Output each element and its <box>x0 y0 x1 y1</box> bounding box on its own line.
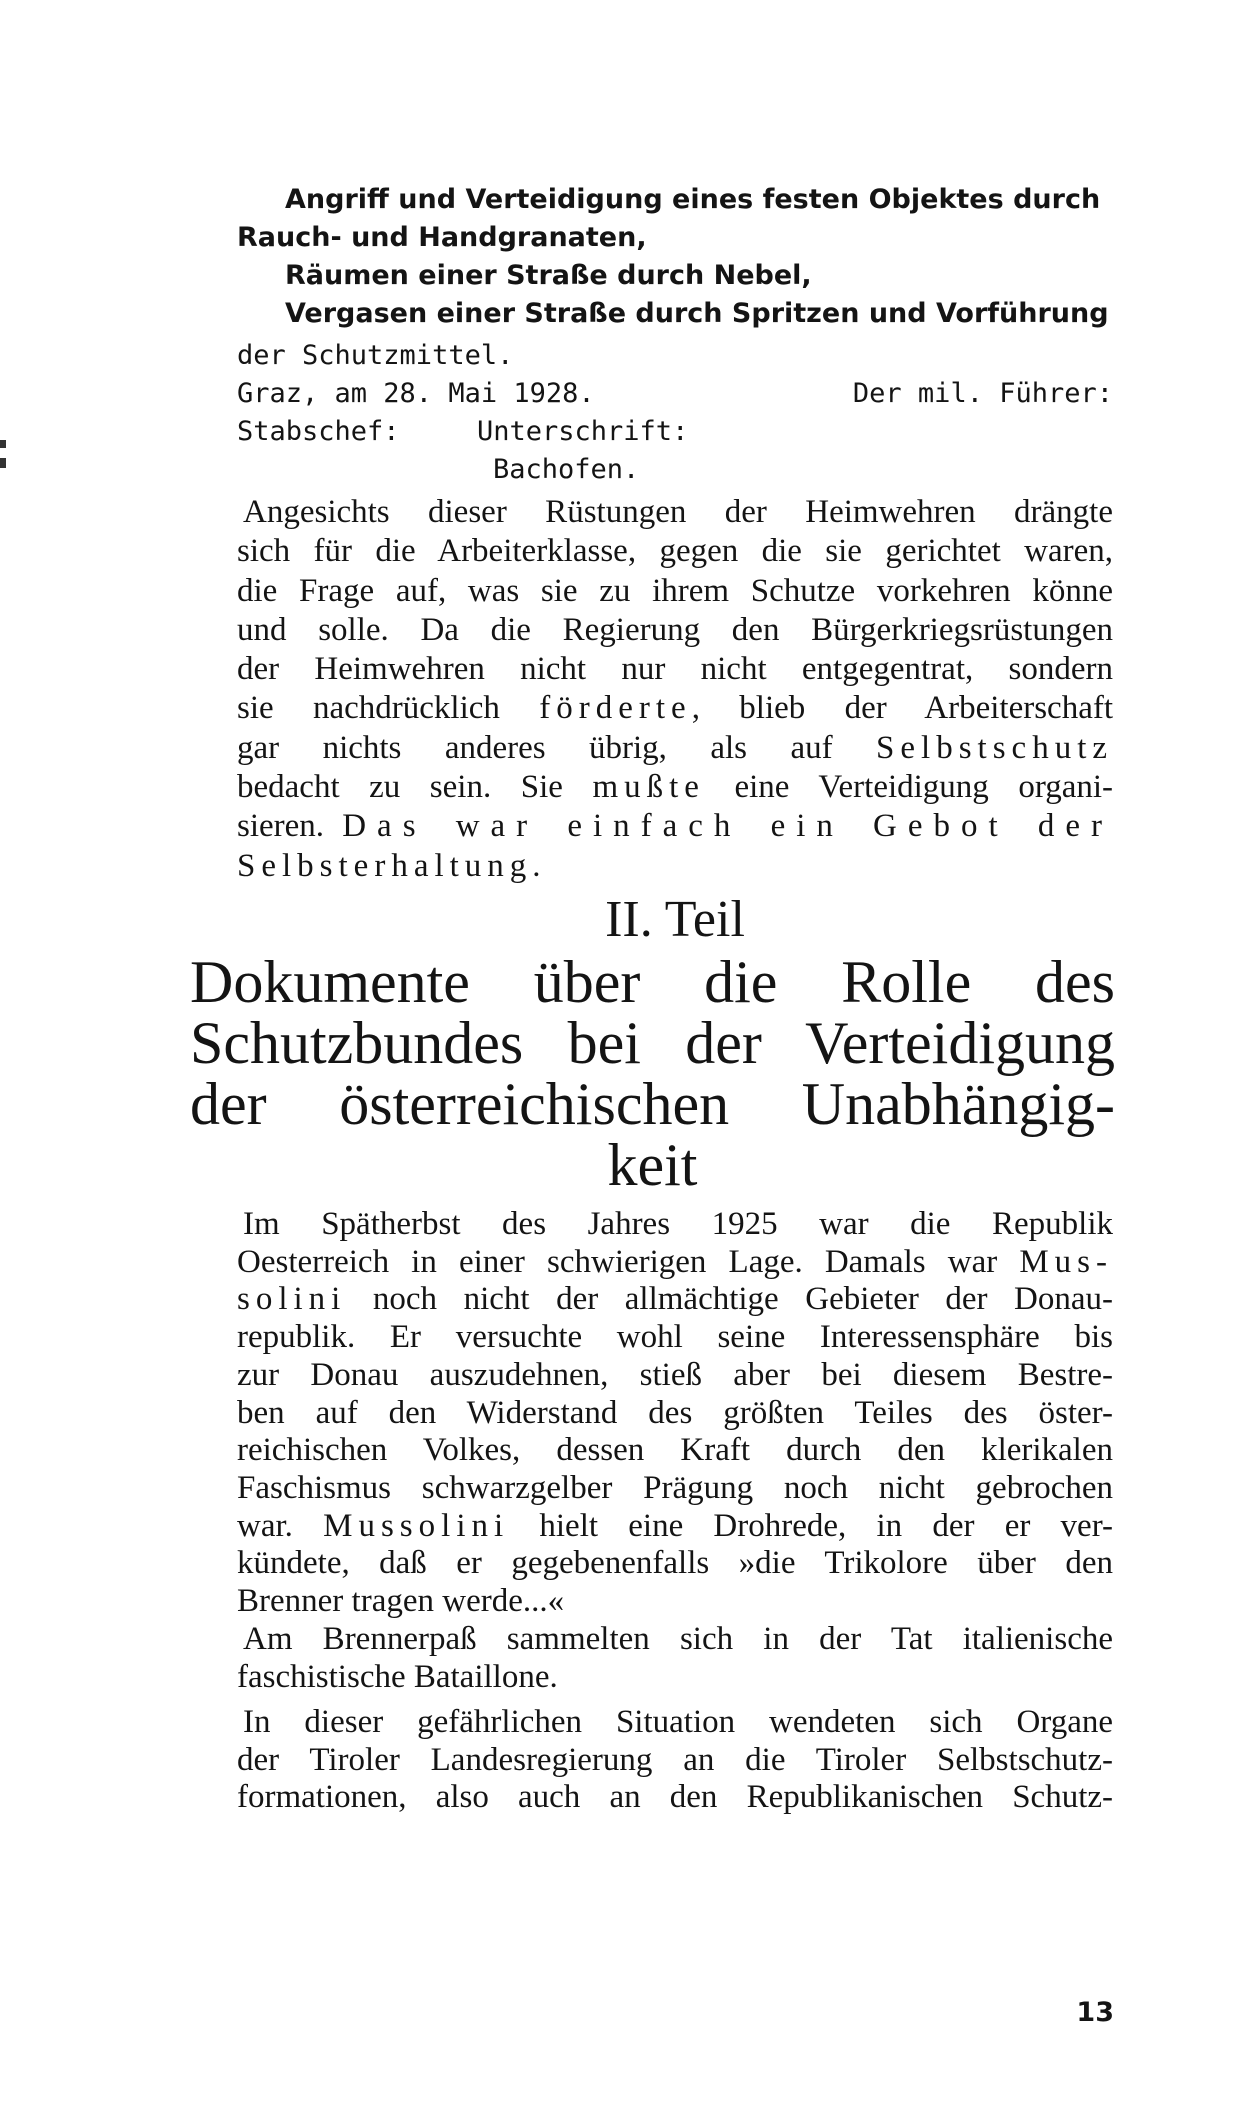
text-line: der Heimwehren nicht nur nicht entgegentrat, sondern <box>237 651 1113 688</box>
text-line: kündete, daß er gegebenenfalls »die Trikolore über den <box>237 1545 1113 1582</box>
text-line: ben auf den Widerstand des größten Teiles des öster- <box>237 1394 1113 1431</box>
text-line <box>237 1281 1113 1319</box>
emphasis-text: förderte <box>539 690 692 727</box>
text-line: Brenner tragen werde...« <box>237 1583 565 1620</box>
text-run: noch nicht der allmächtige Gebieter der Donau- <box>372 1281 1114 1318</box>
text-line: Im Spätherbst des Jahres 1925 war die Republik <box>243 1206 1113 1242</box>
page-number: 13 <box>1076 1997 1114 2028</box>
title-line: der österreichischen Unabhängig- <box>190 1071 1115 1137</box>
emphasis-text: mußte <box>592 769 705 806</box>
emphasis-text: solini <box>237 1281 347 1318</box>
chapter-title <box>190 949 1115 1198</box>
text-line: der Tiroler Landesregierung an die Tiroler Selbstschutz- <box>237 1741 1113 1778</box>
paragraph <box>237 1206 1113 1621</box>
text-line: die Frage auf, was sie zu ihrem Schutze vorkehren könne <box>237 572 1113 609</box>
text-line <box>237 1244 1113 1282</box>
text-line <box>237 689 1113 728</box>
text-line <box>237 729 1113 768</box>
text-line <box>237 847 1113 886</box>
text-run: sieren. <box>237 808 325 845</box>
text-line <box>237 1508 1113 1546</box>
text-line: In dieser gefährlichen Situation wendeten sich Organe <box>243 1704 1113 1740</box>
signature-line: der Schutzmittel. <box>237 340 514 371</box>
text-line: republik. Er versuchte wohl seine Interessensphäre bis <box>237 1319 1113 1356</box>
signature-label: Unterschrift: <box>477 416 689 447</box>
text-run: Oesterreich in einer schwierigen Lage. Damals war <box>237 1243 998 1280</box>
signer-name: Bachofen. <box>493 454 640 485</box>
chief-label: Stabschef: <box>237 416 400 447</box>
paragraph <box>237 493 1113 886</box>
text-run: gar nichts anderes übrig, als auf <box>237 729 833 766</box>
title-line: Schutzbundes bei der Verteidigung <box>190 1010 1115 1076</box>
title-line: keit <box>607 1132 698 1198</box>
scan-mark <box>0 458 6 468</box>
order-block <box>237 181 1113 333</box>
part-heading: II. Teil <box>605 891 745 948</box>
text-run: bedacht zu sein. Sie <box>237 769 563 806</box>
signature-block <box>237 337 1113 497</box>
paragraph <box>237 1621 1113 1696</box>
paragraph <box>237 1704 1113 1817</box>
text-run: , blieb der Arbeiterschaft <box>691 690 1113 727</box>
text-line <box>237 807 1113 846</box>
text-line: Angesichts dieser Rüstungen der Heimwehren drängte <box>243 494 1113 530</box>
title-line: Dokumente über die Rolle des <box>190 949 1115 1015</box>
text-line: Faschismus schwarzgelber Prägung noch nicht gebrochen <box>237 1469 1113 1506</box>
emphasis-text: Selbsterhaltung. <box>237 847 547 884</box>
order-line: Angriff und Verteidigung eines festen Objektes durch <box>285 184 1101 215</box>
order-line: Rauch- und Handgranaten, <box>237 222 647 253</box>
emphasis-text: Mussolini <box>323 1507 510 1544</box>
text-line: reichischen Volkes, dessen Kraft durch den klerikalen <box>237 1432 1113 1469</box>
emphasis-text: Selbstschutz <box>876 729 1114 766</box>
text-line: sich für die Arbeiterklasse, gegen die sie gerichtet waren, <box>237 533 1113 570</box>
order-line: Räumen einer Straße durch Nebel, <box>285 260 812 291</box>
text-line: und solle. Da die Regierung den Bürgerkriegsrüstungen <box>237 611 1113 648</box>
text-line: zur Donau auszudehnen, stieß aber bei diesem Bestre- <box>237 1356 1113 1393</box>
text-line: formationen, also auch an den Republikanischen Schutz- <box>237 1779 1113 1816</box>
text-line <box>237 768 1113 807</box>
emphasis-text: Mus- <box>1019 1243 1113 1280</box>
text-run: war. <box>237 1507 293 1544</box>
leader-label: Der mil. Führer: <box>852 378 1113 409</box>
text-run: sie nachdrücklich <box>237 690 500 727</box>
date-line: Graz, am 28. Mai 1928. <box>237 378 595 409</box>
text-run: eine Verteidigung organi- <box>734 769 1114 806</box>
text-run: hielt eine Drohrede, in der er ver- <box>539 1507 1114 1544</box>
text-line: Am Brennerpaß sammelten sich in der Tat italienische <box>243 1621 1113 1657</box>
emphasis-text: Das war einfach ein Gebot der <box>342 808 1113 845</box>
scan-mark <box>0 440 6 448</box>
text-line: faschistische Bataillone. <box>237 1658 558 1695</box>
order-line: Vergasen einer Straße durch Spritzen und Vorführung <box>285 298 1109 329</box>
